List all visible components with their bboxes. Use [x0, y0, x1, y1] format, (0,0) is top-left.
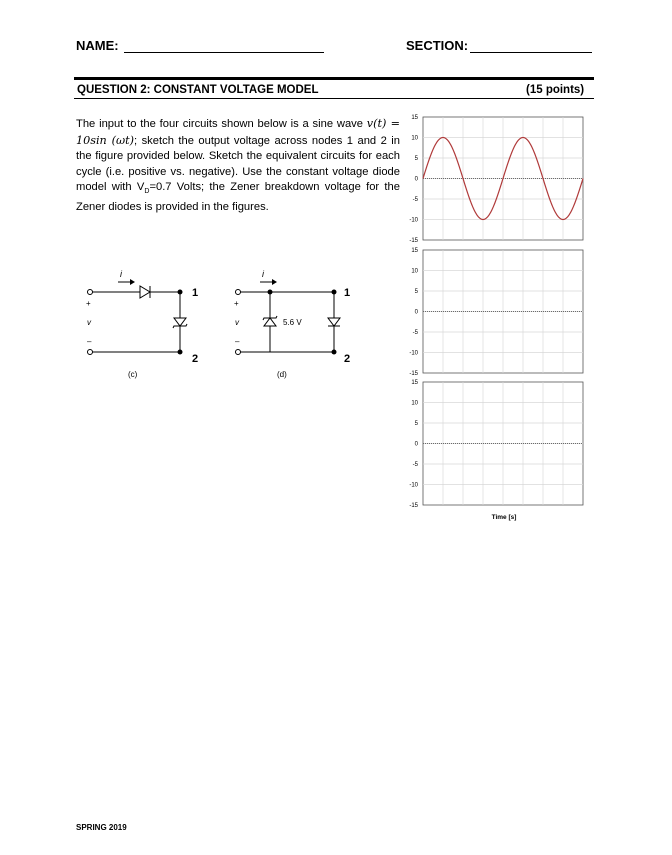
- y-tick-label: -5: [412, 330, 418, 336]
- y-tick-label: 15: [411, 115, 418, 121]
- y-tick-label: 0: [414, 309, 418, 316]
- title-rule-bottom: [74, 98, 594, 99]
- section-underline[interactable]: [470, 52, 592, 53]
- chart-output-2: [409, 380, 583, 509]
- name-underline[interactable]: [124, 52, 324, 53]
- source-minus-c: –: [87, 337, 92, 346]
- node1-label-c: 1: [192, 287, 199, 299]
- y-tick-label: 0: [414, 441, 418, 448]
- circuit-diagrams: [80, 262, 380, 392]
- node2-label-c: 2: [192, 353, 199, 365]
- circuit-label-d: (d): [277, 370, 287, 379]
- y-tick-label: 10: [411, 400, 418, 407]
- source-v-c: v: [87, 318, 91, 327]
- source-plus-c: +: [86, 299, 91, 308]
- y-tick-label: -5: [412, 197, 418, 203]
- y-tick-label: -5: [412, 462, 418, 468]
- y-tick-label: -15: [409, 238, 418, 244]
- y-tick-label: 0: [414, 176, 418, 183]
- chart-input-sine: [409, 115, 583, 244]
- node2-label-d: 2: [344, 353, 351, 365]
- formula: v(t) = 10sin (ωt): [76, 117, 400, 147]
- waveform-charts: [400, 110, 590, 530]
- current-label-d: i: [262, 269, 264, 279]
- section-label: SECTION:: [406, 38, 469, 53]
- question-points: (15 points): [526, 84, 585, 96]
- circuit-label-c: (c): [128, 370, 138, 379]
- name-label: NAME:: [76, 38, 119, 53]
- current-label-c: i: [120, 269, 122, 279]
- source-plus-d: +: [234, 299, 239, 308]
- footer-text: SPRING 2019: [76, 823, 127, 832]
- y-tick-label: 5: [414, 156, 418, 162]
- chart-output-1: [409, 248, 583, 377]
- source-minus-d: –: [235, 337, 240, 346]
- question-text: The input to the four circuits shown below is a sine wave v(t) = 10sin (ωt); sketch the output voltage across nodes 1 and 2 in the figure provided below. Sketch the equivalent circuits for each cycle (i.e. positive vs. negative). Use the constant voltage diode model with $V_D=0.7$ Volts; the Zener breakdown voltage for the Zener diodes is provided in the figures.: [76, 117, 400, 214]
- y-tick-label: 10: [411, 268, 418, 275]
- question-title: QUESTION 2: CONSTANT VOLTAGE MODEL: [77, 84, 319, 96]
- y-tick-label: 5: [414, 289, 418, 295]
- y-tick-label: 5: [414, 421, 418, 427]
- title-rule-top: [74, 77, 594, 80]
- y-tick-label: -15: [409, 371, 418, 377]
- source-v-d: v: [235, 318, 239, 327]
- y-tick-label: -10: [409, 482, 418, 489]
- node1-label-d: 1: [344, 287, 351, 299]
- y-tick-label: 15: [411, 248, 418, 254]
- x-axis-label: Time [s]: [491, 514, 517, 521]
- zener-voltage-label: 5.6 V: [283, 318, 302, 327]
- y-tick-label: 10: [411, 135, 418, 142]
- y-tick-label: -15: [409, 503, 418, 509]
- y-tick-label: -10: [409, 217, 418, 224]
- y-tick-label: -10: [409, 350, 418, 357]
- y-tick-label: 15: [411, 380, 418, 386]
